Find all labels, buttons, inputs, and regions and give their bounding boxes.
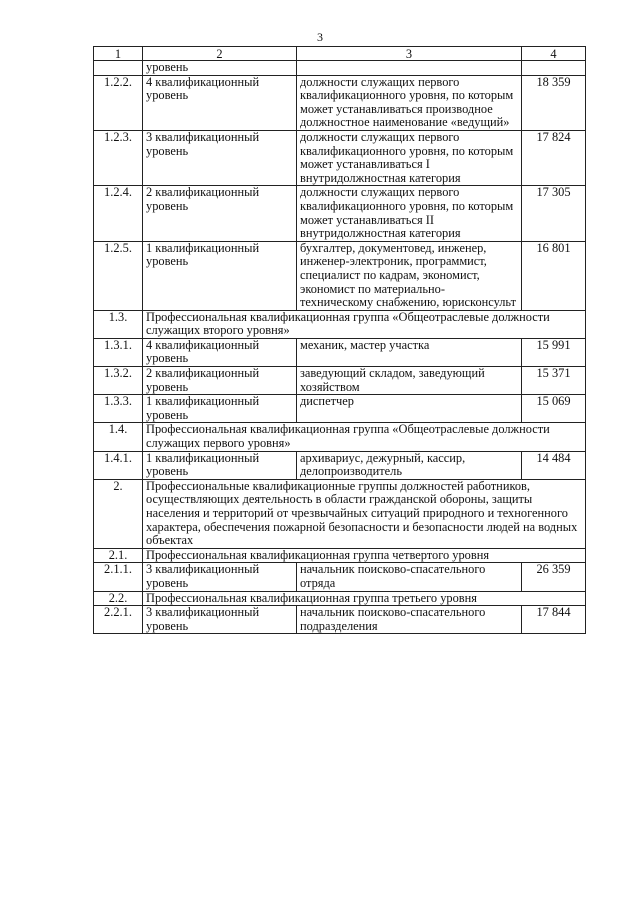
group-number: 1.3. — [94, 310, 143, 338]
group-title: Профессиональная квалификационная группа «Общеотраслевые должности служащих второго уровня» — [143, 310, 586, 338]
positions-cell: архивариус, дежурный, кассир, делопроизводитель — [297, 451, 522, 479]
carry-over-num — [94, 61, 143, 76]
table-row — [94, 186, 586, 241]
table-row — [94, 367, 586, 395]
table-row — [94, 241, 586, 310]
table-body — [94, 47, 586, 634]
group-title: Профессиональная квалификационная группа «Общеотраслевые должности служащих первого уровня» — [143, 423, 586, 451]
positions-cell: бухгалтер, документовед, инженер, инженер-электроник, программист, специалист по кадрам, экономист, экономист по материально-техническому снабжению, юрисконсульт — [297, 241, 522, 310]
qualification-level: 1 квалификационный уровень — [143, 451, 297, 479]
row-number: 1.2.3. — [94, 130, 143, 185]
header-col-3: 3 — [297, 47, 522, 61]
qualification-level: 4 квалификационный уровень — [143, 338, 297, 366]
positions-cell: должности служащих первого квалификационного уровня, по которым может устанавливаться производное должностное наименование «ведущий» — [297, 75, 522, 130]
group-row — [94, 479, 586, 548]
qualification-level: 4 квалификационный уровень — [143, 75, 297, 130]
row-number: 1.4.1. — [94, 451, 143, 479]
group-number: 2.2. — [94, 591, 143, 606]
salary-amount: 26 359 — [522, 563, 586, 591]
page-number: 3 — [317, 30, 323, 44]
carry-over-level: уровень — [143, 61, 297, 76]
table-row — [94, 338, 586, 366]
row-number: 1.3.1. — [94, 338, 143, 366]
carry-over-positions — [297, 61, 522, 76]
salary-amount: 17 824 — [522, 130, 586, 185]
positions-cell: начальник поисково-спасательного подразделения — [297, 606, 522, 634]
positions-cell: диспетчер — [297, 395, 522, 423]
salary-amount: 16 801 — [522, 241, 586, 310]
group-number: 2.1. — [94, 548, 143, 563]
row-number: 2.2.1. — [94, 606, 143, 634]
positions-cell: должности служащих первого квалификационного уровня, по которым может устанавливаться II внутридолжностная категория — [297, 186, 522, 241]
row-number: 1.3.3. — [94, 395, 143, 423]
salary-amount: 17 305 — [522, 186, 586, 241]
group-row — [94, 548, 586, 563]
group-row — [94, 310, 586, 338]
salary-amount: 18 359 — [522, 75, 586, 130]
qualification-level: 2 квалификационный уровень — [143, 186, 297, 241]
salary-amount: 17 844 — [522, 606, 586, 634]
table-row — [94, 395, 586, 423]
row-number: 1.2.2. — [94, 75, 143, 130]
group-row — [94, 423, 586, 451]
qualification-level: 2 квалификационный уровень — [143, 367, 297, 395]
table-row — [94, 563, 586, 591]
qualification-level: 3 квалификационный уровень — [143, 130, 297, 185]
qualification-level: 1 квалификационный уровень — [143, 395, 297, 423]
header-row — [94, 47, 586, 61]
header-col-1: 1 — [94, 47, 143, 61]
positions-cell: заведующий складом, заведующий хозяйством — [297, 367, 522, 395]
group-title: Профессиональные квалификационные группы должностей работников, осуществляющих деятельность в области гражданской обороны, защиты населения и территорий от чрезвычайных ситуаций природного и техногенного характера, обеспечения пожарной безопасности и безопасности людей на водных объектах — [143, 479, 586, 548]
table-row — [94, 606, 586, 634]
table-row — [94, 130, 586, 185]
salary-amount: 15 371 — [522, 367, 586, 395]
group-title: Профессиональная квалификационная группа третьего уровня — [143, 591, 586, 606]
table-row — [94, 75, 586, 130]
group-row — [94, 591, 586, 606]
salary-amount: 15 069 — [522, 395, 586, 423]
salary-amount: 15 991 — [522, 338, 586, 366]
group-number: 2. — [94, 479, 143, 548]
qualification-level: 3 квалификационный уровень — [143, 606, 297, 634]
group-number: 1.4. — [94, 423, 143, 451]
salary-table — [93, 46, 586, 634]
qualification-level: 1 квалификационный уровень — [143, 241, 297, 310]
positions-cell: механик, мастер участка — [297, 338, 522, 366]
carry-over-amount — [522, 61, 586, 76]
positions-cell: должности служащих первого квалификационного уровня, по которым может устанавливаться I внутридолжностная категория — [297, 130, 522, 185]
salary-amount: 14 484 — [522, 451, 586, 479]
group-title: Профессиональная квалификационная группа четвертого уровня — [143, 548, 586, 563]
row-number: 1.2.5. — [94, 241, 143, 310]
header-col-4: 4 — [522, 47, 586, 61]
row-number: 1.2.4. — [94, 186, 143, 241]
table-row — [94, 451, 586, 479]
row-number: 2.1.1. — [94, 563, 143, 591]
row-number: 1.3.2. — [94, 367, 143, 395]
header-col-2: 2 — [143, 47, 297, 61]
positions-cell: начальник поисково-спасательного отряда — [297, 563, 522, 591]
qualification-level: 3 квалификационный уровень — [143, 563, 297, 591]
carry-over-row — [94, 61, 586, 76]
